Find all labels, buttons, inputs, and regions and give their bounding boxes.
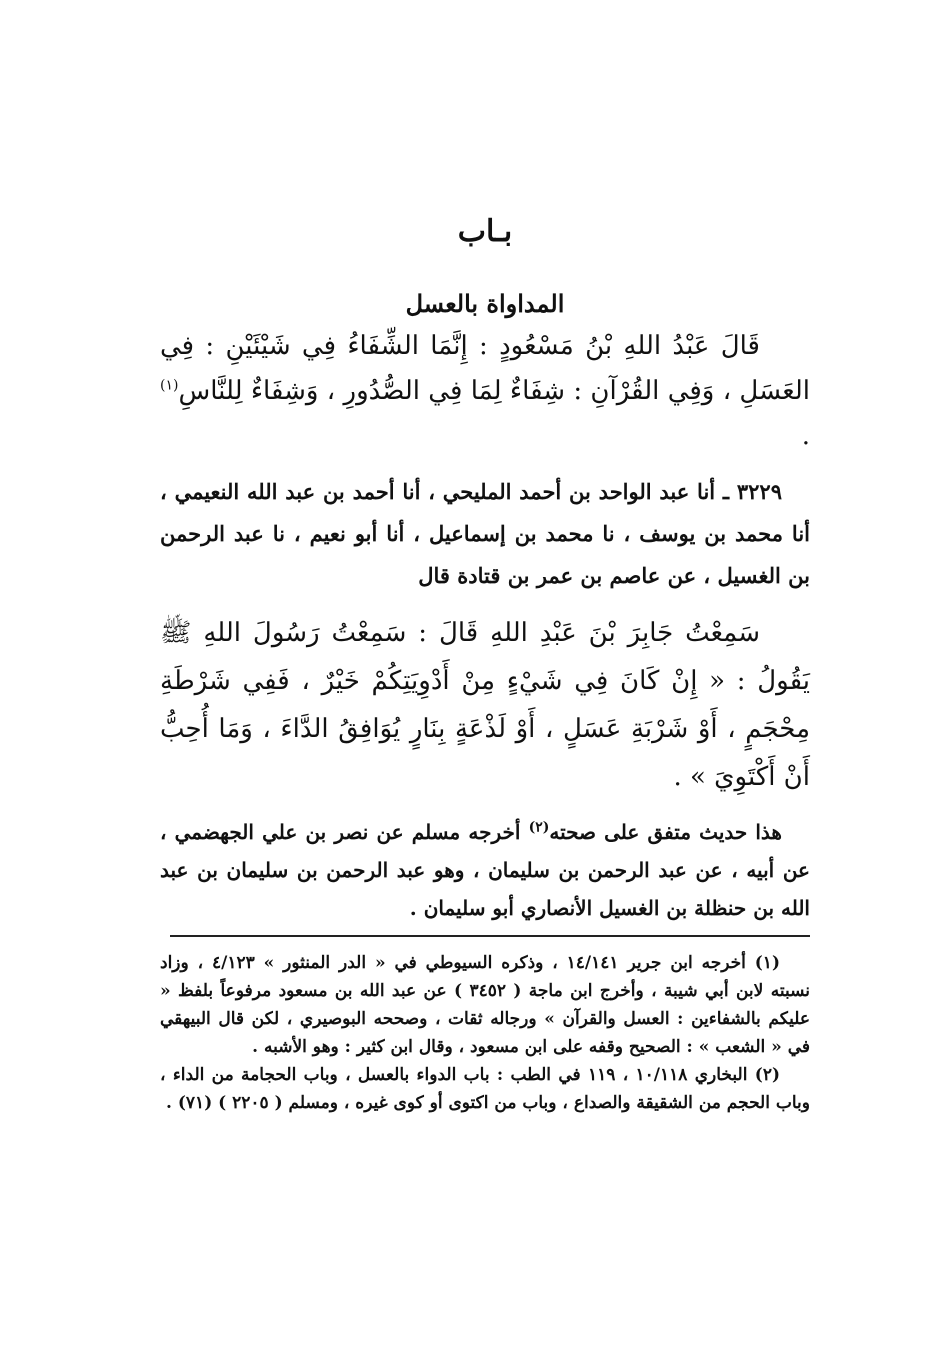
quote-end: . [801, 421, 810, 451]
hadith-isnad: ٣٢٢٩ ـ أنا عبد الواحد بن أحمد المليحي ، أنا أحمد بن عبد الله النعيمي ، أنا محمد بن يوسف ، نا محمد بن إسماعيل ، أنا أبو نعيم ، نا عبد الرحمن بن الغسيل ، عن عاصم بن عمر بن قتادة قال [160, 479, 810, 588]
hadith-commentary [160, 813, 810, 927]
chapter-label: بـاب [457, 214, 513, 249]
chapter-title: المداواة بالعسل [405, 289, 565, 318]
quote-text: قَالَ عَبْدُ اللهِ بْنُ مَسْعُودٍ : إِنَّمَا الشِّفَاءُ فِي شَيْئَيْنِ : فِي العَسَلِ ، وَفِي القُرْآنِ : شِفَاءٌ لِمَا فِي الصُّدُورِ ، وَشِفَاءٌ لِلنَّاسِ [160, 331, 810, 406]
book-page [160, 212, 810, 1117]
footnote-2: (٢) البخاري ١٠/١١٨ ، ١١٩ في الطب : باب الدواء بالعسل ، وباب الحجامة من الداء ، وباب الحجم من الشقيقة والصداع ، وباب من اكتوى أو كوى غيره ، ومسلم ( ٢٢٠٥ ) (٧١) . [160, 1065, 810, 1113]
hadith-matn: سَمِعْتُ جَابِرَ بْنَ عَبْدِ اللهِ قَالَ : سَمِعْتُ رَسُولَ اللهِ ﷺ يَقُولُ : « إِنْ كَانَ فِي شَيْءٍ مِنْ أَدْوِيَتِكُمْ خَيْرٌ ، فَفِي شَرْطَةِ مِحْجَمٍ ، أَوْ شَرْبَةِ عَسَلٍ ، أَوْ لَذْعَةٍ بِنَارٍ يُوَافِقُ الدَّاءَ ، وَمَا أُحِبُّ أَنْ أَكْتَوِيَ » . [160, 618, 810, 792]
footnote-mark-1[interactable]: (١) [160, 377, 179, 394]
footnote-mark-2[interactable]: (٢) [528, 819, 550, 836]
commentary-after: أخرجه مسلم عن نصر بن علي الجهضمي ، عن أبيه ، عن عبد الرحمن بن سليمان ، وهو عبد الرحمن بن سليمان بن عبد الله بن حنظلة بن الغسيل الأنصاري أبو سليمان . [160, 820, 810, 920]
ibn-masud-quote [160, 324, 810, 459]
commentary-before: هذا حديث متفق على صحته [549, 820, 782, 844]
footnote-1: (١) أخرجه ابن جرير ١٤/١٤١ ، وذكره السيوطي في « الدر المنثور » ٤/١٢٣ ، وزاد نسبته لابن أبي شيبة ، وأخرج ابن ماجة ( ٣٤٥٢ ) عن عبد الله بن مسعود مرفوعاً بلفظ « عليكم بالشفاءين : العسل والقرآن » ورجاله ثقات ، وصححه البوصيري ، لكن قال البيهقي في « الشعب » : الصحيح وقفه على ابن مسعود ، وقال ابن كثير : وهو الأشبه . [160, 953, 811, 1057]
footnote-divider [170, 935, 810, 937]
footnotes-section [160, 949, 810, 1117]
